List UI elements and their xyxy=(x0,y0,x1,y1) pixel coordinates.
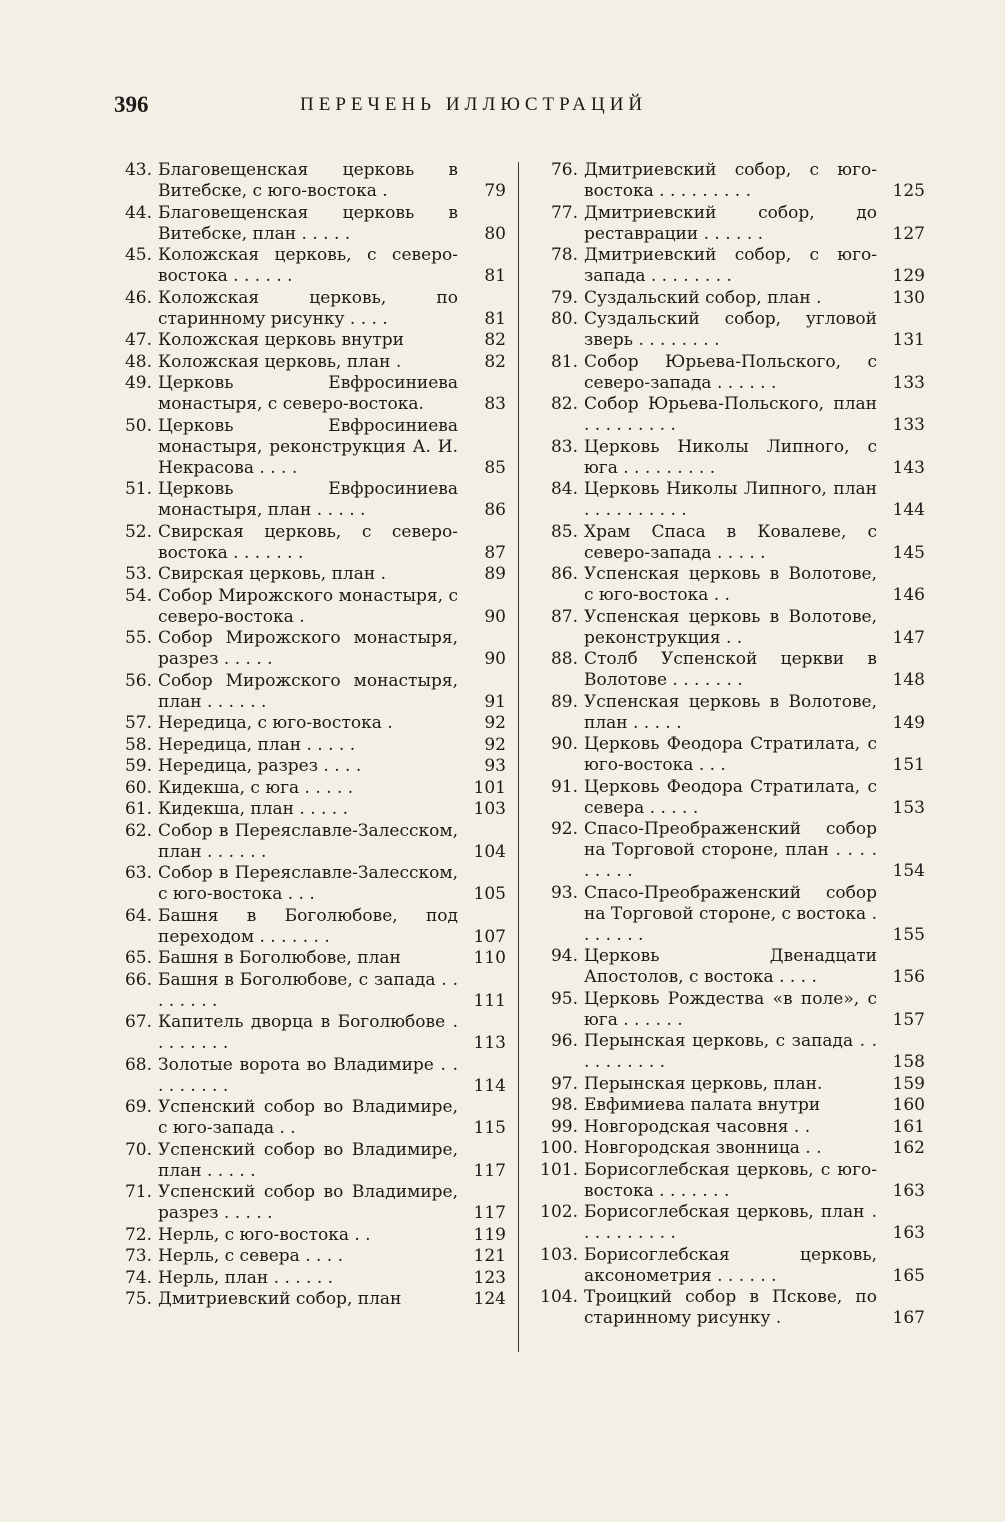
entry-number: 103. xyxy=(540,1244,578,1265)
entry-title: Успенская церковь в Волотове, с юго-востока . . xyxy=(584,564,877,605)
entry-title: Дмитриевский собор, план xyxy=(158,1289,402,1309)
entry-page: 85 xyxy=(484,457,506,478)
entry-title: Церковь Николы Липного, план . . . . . . . . . . xyxy=(584,479,877,520)
entry-title: Капитель дворца в Боголюбове . . . . . . . . xyxy=(158,1012,458,1053)
illustration-entry xyxy=(114,1246,506,1267)
entry-title: Собор Мирожского монастыря, план . . . . . . xyxy=(158,670,458,712)
entry-number: 97. xyxy=(550,1073,578,1094)
illustration-entry xyxy=(114,245,506,287)
entry-title: Перынская церковь, план. xyxy=(584,1073,823,1094)
entry-number: 102. xyxy=(540,1202,578,1222)
entry-page: 129 xyxy=(892,266,925,286)
entry-title: Суздальский собор, план . xyxy=(584,287,822,308)
entry-title: Кидекша, план . . . . . xyxy=(158,799,349,819)
illustration-entry xyxy=(114,671,506,713)
entry-title: Дмитриевский собор, с юго-востока . . . . . . . . . xyxy=(584,160,877,201)
illustration-entry xyxy=(114,1268,506,1289)
entry-page: 133 xyxy=(892,415,925,435)
illustration-entry xyxy=(114,1140,506,1182)
illustration-entry xyxy=(114,1289,506,1310)
entry-number: 94. xyxy=(550,946,578,966)
entry-number: 80. xyxy=(550,309,578,329)
entry-title: Башня в Боголюбове, план xyxy=(158,948,401,968)
illustration-entry xyxy=(540,564,925,606)
entry-page: 92 xyxy=(484,734,506,755)
illustration-entry xyxy=(540,649,925,691)
entry-number: 64. xyxy=(124,905,152,926)
illustration-entry xyxy=(540,160,925,202)
entry-number: 67. xyxy=(124,1012,152,1032)
entry-number: 93. xyxy=(550,882,578,903)
entry-number: 60. xyxy=(124,777,152,798)
entry-number: 85. xyxy=(550,521,578,542)
entry-page: 117 xyxy=(473,1160,506,1181)
entry-title: Церковь Двенадцати Апостолов, с востока . . . . xyxy=(584,946,877,987)
entry-number: 68. xyxy=(124,1054,152,1075)
entry-number: 59. xyxy=(124,756,152,776)
entry-title: Собор в Переяславле-Залесском, план . . . . . . xyxy=(158,820,458,862)
illustration-entry xyxy=(114,863,506,905)
illustration-entry xyxy=(540,203,925,245)
entry-number: 78. xyxy=(550,245,578,265)
entry-page: 90 xyxy=(484,649,506,669)
illustration-entry xyxy=(114,713,506,734)
entry-page: 125 xyxy=(892,181,925,201)
entry-title: Евфимиева палата внутри xyxy=(584,1095,821,1115)
illustration-entry xyxy=(540,692,925,734)
entry-page: 92 xyxy=(484,713,506,733)
entry-title: Столб Успенской церкви в Волотове . . . . . . . xyxy=(584,649,877,690)
entry-page: 86 xyxy=(484,500,506,520)
entry-number: 82. xyxy=(550,394,578,414)
illustration-entry xyxy=(540,946,925,988)
entry-title: Собор Мирожского монастыря, разрез . . . . . xyxy=(158,628,458,669)
entry-number: 65. xyxy=(124,948,152,968)
entry-title: Дмитриевский собор, до реставрации . . . . . . xyxy=(584,202,877,244)
entry-page: 80 xyxy=(484,223,506,244)
entry-number: 57. xyxy=(124,713,152,733)
illustration-entry xyxy=(114,778,506,799)
entry-page: 146 xyxy=(892,585,925,605)
entry-page: 104 xyxy=(473,841,506,862)
entry-number: 101. xyxy=(540,1159,578,1180)
entry-page: 110 xyxy=(473,948,506,968)
illustration-entry xyxy=(114,416,506,479)
entry-number: 83. xyxy=(550,436,578,457)
entry-number: 55. xyxy=(124,628,152,648)
entry-number: 96. xyxy=(550,1031,578,1051)
entry-page: 149 xyxy=(892,712,925,733)
entry-page: 111 xyxy=(473,990,506,1011)
illustration-entry xyxy=(540,394,925,436)
entry-number: 43. xyxy=(124,160,152,180)
entry-page: 103 xyxy=(473,799,506,819)
entry-title: Успенский собор во Владимире, план . . . . . xyxy=(158,1139,458,1181)
entry-title: Башня в Боголюбове, под переходом . . . . . . . xyxy=(158,905,458,947)
entry-title: Церковь Евфросиниева монастыря, реконструкция А. И. Некрасова . . . . xyxy=(158,415,458,478)
entry-page: 147 xyxy=(892,627,925,648)
entry-page: 107 xyxy=(473,926,506,947)
illustration-entry xyxy=(114,586,506,628)
entry-number: 99. xyxy=(550,1116,578,1137)
illustration-entry xyxy=(114,628,506,670)
entry-page: 160 xyxy=(892,1095,925,1115)
entry-number: 92. xyxy=(550,819,578,839)
entry-number: 84. xyxy=(550,479,578,499)
entry-page: 123 xyxy=(473,1267,506,1288)
illustration-entry xyxy=(114,948,506,969)
illustration-entry xyxy=(114,373,506,415)
entry-title: Коложская церковь, план . xyxy=(158,351,402,372)
entry-number: 70. xyxy=(124,1139,152,1160)
entry-title: Спасо-Преображенский собор на Торговой стороне, план . . . . . . . . . xyxy=(584,819,877,881)
entry-title: Кидекша, с юга . . . . . xyxy=(158,777,354,798)
entry-number: 90. xyxy=(550,734,578,754)
illustration-entry xyxy=(540,288,925,309)
entry-page: 127 xyxy=(892,223,925,244)
illustration-entry xyxy=(114,1097,506,1139)
column-divider xyxy=(518,162,519,1352)
entry-number: 71. xyxy=(124,1182,152,1202)
entry-title: Новгородская часовня . . xyxy=(584,1116,811,1137)
illustration-entry xyxy=(540,734,925,776)
entry-page: 87 xyxy=(484,542,506,563)
entry-number: 50. xyxy=(124,415,152,436)
entry-number: 69. xyxy=(124,1097,152,1117)
entry-number: 75. xyxy=(124,1289,152,1309)
entry-number: 44. xyxy=(124,202,152,223)
illustration-entry xyxy=(540,1160,925,1202)
entry-title: Собор Юрьева-Польского, план . . . . . . . . . xyxy=(584,394,877,435)
illustration-entry xyxy=(114,479,506,521)
entry-page: 148 xyxy=(892,670,925,690)
illustration-entry xyxy=(114,160,506,202)
entry-title: Церковь Феодора Стратилата, с юго-востока . . . xyxy=(584,734,877,775)
entry-title: Спасо-Преображенский собор на Торговой стороне, с востока . . . . . . . xyxy=(584,882,877,945)
illustration-entry xyxy=(114,288,506,330)
entry-page: 124 xyxy=(473,1289,506,1309)
entry-page: 90 xyxy=(484,606,506,627)
entry-page: 91 xyxy=(484,691,506,712)
entry-title: Церковь Феодора Стратилата, с севера . . . . . xyxy=(584,776,877,818)
entry-title: Церковь Евфросиниева монастыря, план . . . . . xyxy=(158,479,458,520)
entry-title: Нередица, план . . . . . xyxy=(158,734,356,755)
entry-page: 93 xyxy=(484,756,506,776)
illustration-entry xyxy=(114,352,506,373)
illustration-entry xyxy=(114,1225,506,1246)
entry-title: Новгородская звонница . . xyxy=(584,1138,822,1158)
entry-title: Благовещенская церковь в Витебске, план . . . . . xyxy=(158,202,458,244)
entry-page: 154 xyxy=(892,861,925,881)
entry-page: 159 xyxy=(892,1073,925,1094)
illustration-entry xyxy=(540,1117,925,1138)
entry-number: 48. xyxy=(124,351,152,372)
entry-page: 101 xyxy=(473,777,506,798)
entry-title: Нередица, разрез . . . . xyxy=(158,756,362,776)
entry-number: 98. xyxy=(550,1095,578,1115)
entry-title: Нередица, с юго-востока . xyxy=(158,713,393,733)
illustration-entry xyxy=(540,1138,925,1159)
entry-title: Успенский собор во Владимире, разрез . . . . . xyxy=(158,1182,458,1223)
entry-number: 51. xyxy=(124,479,152,499)
entry-title: Церковь Евфросиниева монастыря, с северо-востока. xyxy=(158,373,458,414)
entry-page: 131 xyxy=(892,330,925,350)
entry-page: 167 xyxy=(892,1308,925,1328)
entry-number: 56. xyxy=(124,670,152,691)
illustration-entry xyxy=(540,1245,925,1287)
entry-page: 162 xyxy=(892,1138,925,1158)
entry-number: 86. xyxy=(550,564,578,584)
entry-page: 114 xyxy=(473,1075,506,1096)
illustration-entry xyxy=(540,245,925,287)
entry-title: Церковь Рождества «в поле», с юга . . . . . . xyxy=(584,988,877,1030)
illustration-entry xyxy=(114,564,506,585)
entry-page: 158 xyxy=(892,1052,925,1072)
entry-number: 74. xyxy=(124,1267,152,1288)
entry-number: 77. xyxy=(550,202,578,223)
entry-title: Свирская церковь, с северо-востока . . . . . . . xyxy=(158,521,458,563)
entry-title: Золотые ворота во Владимире . . . . . . . . . xyxy=(158,1054,458,1096)
illustration-entry xyxy=(540,522,925,564)
illustration-entry xyxy=(114,522,506,564)
entry-title: Нерль, с севера . . . . xyxy=(158,1246,344,1266)
running-title: ПЕРЕЧЕНЬ ИЛЛЮСТРАЦИЙ xyxy=(300,94,648,115)
entry-page: 156 xyxy=(892,967,925,987)
entry-page: 165 xyxy=(892,1265,925,1286)
illustration-entry xyxy=(114,1012,506,1054)
entry-page: 144 xyxy=(892,500,925,520)
entry-title: Успенский собор во Владимире, с юго-запада . . xyxy=(158,1097,458,1138)
entry-page: 117 xyxy=(473,1203,506,1223)
entry-page: 145 xyxy=(892,542,925,563)
illustration-entry xyxy=(540,777,925,819)
entry-title: Успенская церковь в Волотове, план . . . . . xyxy=(584,691,877,733)
illustration-entry xyxy=(114,1182,506,1224)
illustration-entry xyxy=(114,906,506,948)
entry-page: 163 xyxy=(892,1223,925,1243)
entry-page: 81 xyxy=(484,308,506,329)
entry-title: Успенская церковь в Волотове, реконструкция . . xyxy=(584,606,877,648)
illustration-entry xyxy=(540,1074,925,1095)
entry-title: Суздальский собор, угловой зверь . . . . . . . . xyxy=(584,309,877,350)
entry-title: Борисоглебская церковь, план . . . . . . . . . . xyxy=(584,1202,877,1243)
entry-number: 62. xyxy=(124,820,152,841)
illustration-entry xyxy=(114,821,506,863)
entry-page: 155 xyxy=(892,924,925,945)
entry-page: 133 xyxy=(892,372,925,393)
illustration-entry xyxy=(540,989,925,1031)
entry-page: 105 xyxy=(473,884,506,904)
entry-title: Дмитриевский собор, с юго-запада . . . . . . . . xyxy=(584,245,877,286)
entry-number: 73. xyxy=(124,1246,152,1266)
right-column xyxy=(540,160,925,1330)
entry-page: 115 xyxy=(473,1118,506,1138)
entry-page: 82 xyxy=(484,330,506,350)
entry-page: 119 xyxy=(473,1224,506,1245)
entry-title: Коложская церковь, с северо-востока . . . . . . xyxy=(158,245,458,286)
entry-number: 81. xyxy=(550,351,578,372)
entry-page: 83 xyxy=(484,394,506,414)
entry-title: Собор Мирожского монастыря, с северо-востока . xyxy=(158,585,458,627)
entry-title: Коложская церковь внутри xyxy=(158,330,404,350)
entry-page: 153 xyxy=(892,797,925,818)
entry-number: 100. xyxy=(540,1138,578,1158)
entry-title: Благовещенская церковь в Витебске, с юго-востока . xyxy=(158,160,458,201)
entry-title: Нерль, с юго-востока . . xyxy=(158,1224,371,1245)
illustration-entry xyxy=(540,1287,925,1329)
entry-number: 46. xyxy=(124,287,152,308)
illustration-entry xyxy=(540,819,925,882)
entry-page: 81 xyxy=(484,266,506,286)
entry-title: Свирская церковь, план . xyxy=(158,564,386,584)
illustration-entry xyxy=(114,970,506,1012)
illustration-entry xyxy=(540,1031,925,1073)
entry-title: Борисоглебская церковь, аксонометрия . . . . . . xyxy=(584,1244,877,1286)
illustration-entry xyxy=(540,1095,925,1116)
entry-page: 130 xyxy=(892,287,925,308)
illustration-entry xyxy=(114,799,506,820)
illustration-entry xyxy=(114,330,506,351)
entry-number: 53. xyxy=(124,564,152,584)
entry-number: 47. xyxy=(124,330,152,350)
entry-number: 91. xyxy=(550,776,578,797)
entry-title: Перынская церковь, с запада . . . . . . . . . . xyxy=(584,1031,877,1072)
entry-page: 151 xyxy=(892,755,925,775)
entry-number: 49. xyxy=(124,373,152,393)
entry-title: Борисоглебская церковь, с юго-востока . . . . . . . xyxy=(584,1159,877,1201)
entry-number: 104. xyxy=(540,1287,578,1307)
page-number: 396 xyxy=(114,92,149,117)
illustration-entry xyxy=(540,437,925,479)
illustration-entry xyxy=(540,1202,925,1244)
entry-page: 113 xyxy=(473,1033,506,1053)
entry-title: Нерль, план . . . . . . xyxy=(158,1267,334,1288)
entry-page: 157 xyxy=(892,1009,925,1030)
entry-number: 61. xyxy=(124,799,152,819)
entry-number: 89. xyxy=(550,691,578,712)
entry-number: 95. xyxy=(550,988,578,1009)
entry-number: 88. xyxy=(550,649,578,669)
entry-number: 87. xyxy=(550,606,578,627)
illustration-entry xyxy=(540,607,925,649)
entry-page: 161 xyxy=(892,1116,925,1137)
illustration-entry xyxy=(540,479,925,521)
entry-number: 58. xyxy=(124,734,152,755)
entry-page: 82 xyxy=(484,351,506,372)
entry-page: 89 xyxy=(484,564,506,584)
illustration-entry xyxy=(114,203,506,245)
entry-title: Церковь Николы Липного, с юга . . . . . . . . . xyxy=(584,436,877,478)
illustration-entry xyxy=(540,883,925,946)
illustration-entry xyxy=(114,1055,506,1097)
entry-page: 121 xyxy=(473,1246,506,1266)
entry-title: Башня в Боголюбове, с запада . . . . . . . . xyxy=(158,969,458,1011)
entry-title: Коложская церковь, по старинному рисунку . . . . xyxy=(158,287,458,329)
entry-number: 54. xyxy=(124,585,152,606)
illustration-entry xyxy=(114,756,506,777)
entry-title: Троицкий собор в Пскове, по старинному рисунку . xyxy=(584,1287,877,1328)
entry-title: Собор Юрьева-Польского, с северо-запада . . . . . . xyxy=(584,351,877,393)
entry-page: 79 xyxy=(484,181,506,201)
entry-number: 76. xyxy=(550,160,578,180)
entry-page: 143 xyxy=(892,457,925,478)
left-column xyxy=(114,160,506,1311)
entry-number: 72. xyxy=(124,1224,152,1245)
entry-title: Храм Спаса в Ковалеве, с северо-запада . . . . . xyxy=(584,521,877,563)
entry-number: 79. xyxy=(550,287,578,308)
illustration-entry xyxy=(540,309,925,351)
entry-number: 52. xyxy=(124,521,152,542)
entry-title: Собор в Переяславле-Залесском, с юго-востока . . . xyxy=(158,863,458,904)
entry-page: 163 xyxy=(892,1180,925,1201)
illustration-entry xyxy=(540,352,925,394)
entry-number: 66. xyxy=(124,969,152,990)
illustration-entry xyxy=(114,735,506,756)
entry-number: 63. xyxy=(124,863,152,883)
entry-number: 45. xyxy=(124,245,152,265)
